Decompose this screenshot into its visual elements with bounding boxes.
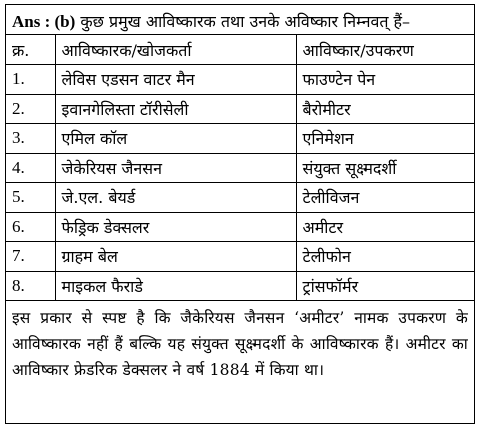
row-serial: 5. <box>6 183 55 213</box>
row-invention: अमीटर <box>296 212 474 242</box>
row-serial: 2. <box>6 94 55 124</box>
inventors-table <box>6 35 474 301</box>
header-inventor: आविष्कारक/खोजकर्ता <box>55 35 296 65</box>
table-row <box>6 242 474 272</box>
row-inventor: लेविस एडसन वाटर मैन <box>55 65 296 95</box>
row-inventor: जेकेरियस जैनसन <box>55 153 296 183</box>
row-inventor: एमिल कॉल <box>55 124 296 154</box>
row-invention: टेलीफोन <box>296 242 474 272</box>
row-invention: बैरोमीटर <box>296 94 474 124</box>
row-inventor: ग्राहम बेल <box>55 242 296 272</box>
table-row <box>6 65 474 95</box>
table-row <box>6 271 474 301</box>
answer-box <box>5 4 475 424</box>
row-serial: 6. <box>6 212 55 242</box>
row-serial: 4. <box>6 153 55 183</box>
table-row <box>6 124 474 154</box>
row-invention: फाउण्टेन पेन <box>296 65 474 95</box>
table-row <box>6 153 474 183</box>
row-invention: ट्रांसफॉर्मर <box>296 271 474 301</box>
row-inventor: इवानगेलिस्ता टॉरीसेली <box>55 94 296 124</box>
row-serial: 1. <box>6 65 55 95</box>
header-serial: क्र. <box>6 35 55 65</box>
row-serial: 3. <box>6 124 55 154</box>
row-serial: 8. <box>6 271 55 301</box>
answer-intro-text: कुछ प्रमुख आविष्कारक तथा उनके अविष्कार निम्नवत् हैं– <box>80 12 411 31</box>
row-serial: 7. <box>6 242 55 272</box>
table-header-row <box>6 35 474 65</box>
row-invention: टेलीविजन <box>296 183 474 213</box>
explanation-paragraph: इस प्रकार से स्पष्ट है कि जैकेरियस जैनसन ‘अमीटर’ नामक उपकरण के आविष्कारक नहीं हैं बल्कि यह संयुक्त सूक्ष्मदर्शी के आविष्कारक हैं। अमीटर का आविष्कार फ्रेडरिक डेक्सलर ने वर्ष 1884 में किया था। <box>12 309 468 379</box>
header-invention: आविष्कार/उपकरण <box>296 35 474 65</box>
row-inventor: जे.एल. बेयर्ड <box>55 183 296 213</box>
table-row <box>6 212 474 242</box>
answer-label: Ans : (b) <box>12 12 76 31</box>
answer-heading <box>6 5 474 35</box>
row-inventor: फेड्रिक डेक्सलर <box>55 212 296 242</box>
table-row <box>6 183 474 213</box>
row-invention: एनिमेशन <box>296 124 474 154</box>
table-row <box>6 94 474 124</box>
row-inventor: माइकल फैराडे <box>55 271 296 301</box>
row-invention: संयुक्त सूक्ष्मदर्शी <box>296 153 474 183</box>
